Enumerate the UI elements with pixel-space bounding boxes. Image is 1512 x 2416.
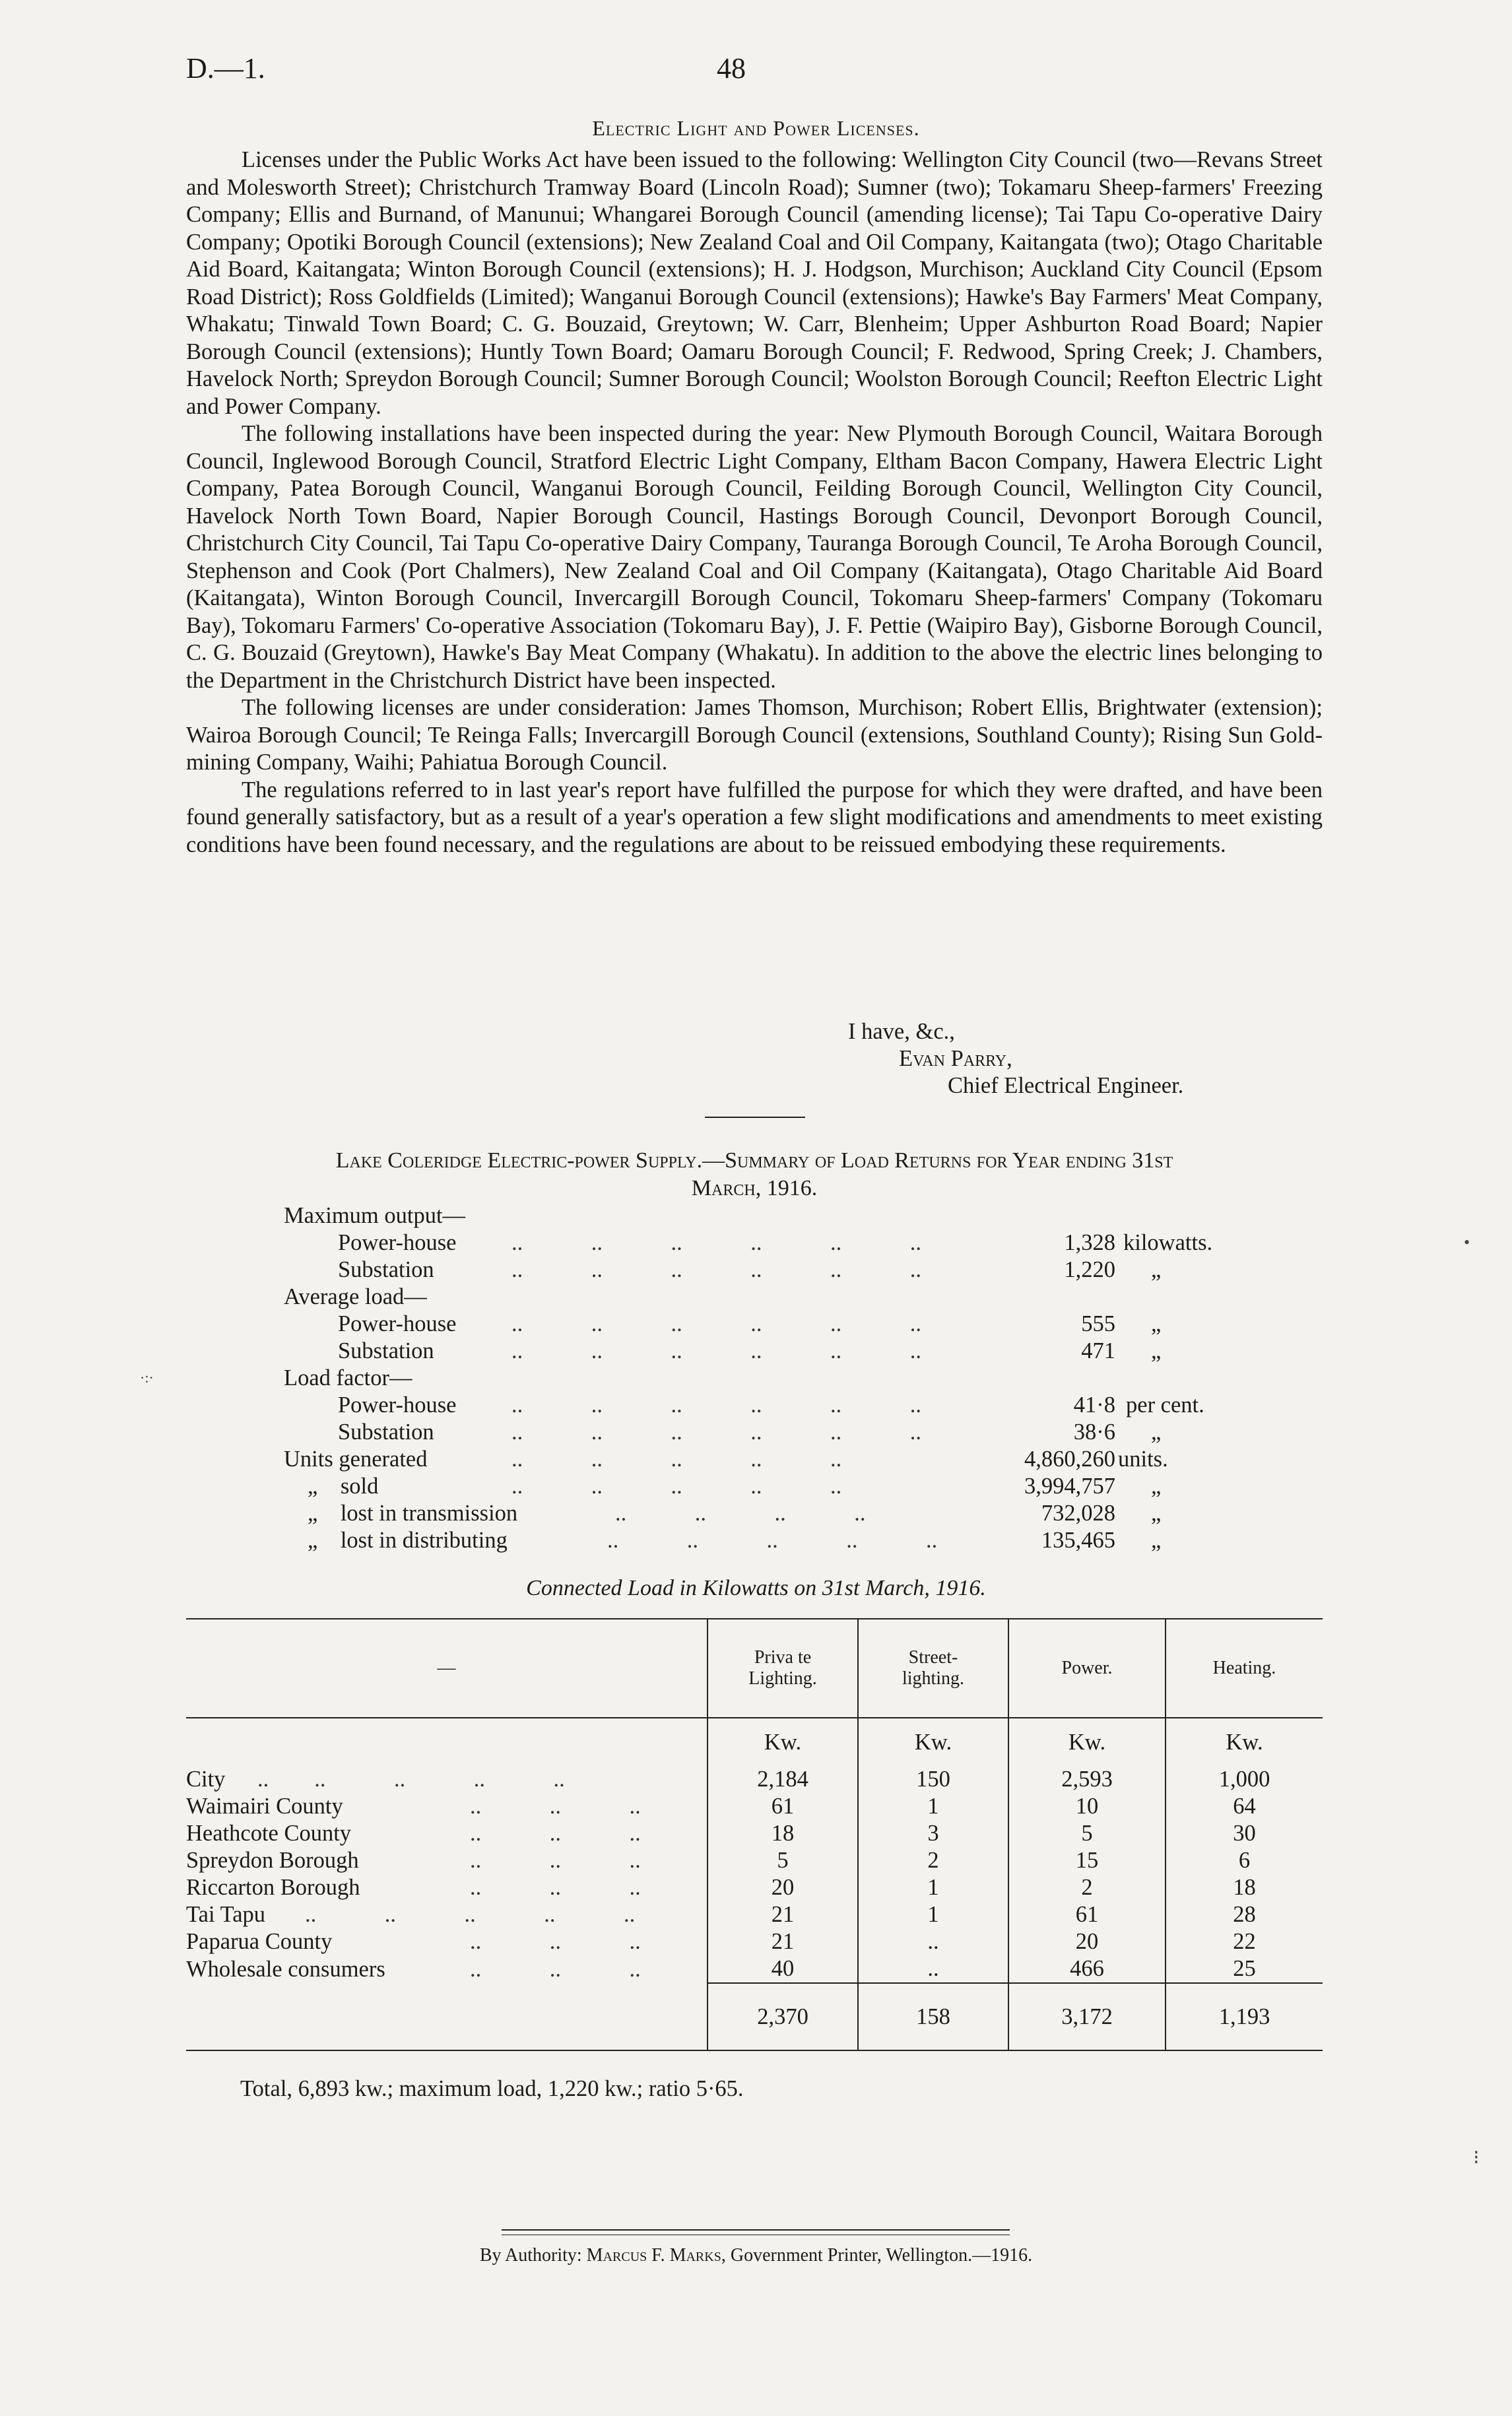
summary-value: 1,328 [1064, 1230, 1115, 1255]
summary-label: „ lost in transmission [308, 1501, 518, 1526]
table-row [186, 1820, 1323, 1847]
summary-unit: „ [1151, 1528, 1162, 1553]
cell-heating: 30 [1166, 1820, 1323, 1847]
summary-value: 3,994,757 [1024, 1474, 1115, 1499]
cell-power: 2,593 [1008, 1766, 1166, 1793]
summary-label: „ sold [308, 1474, 379, 1499]
cell-heating: 64 [1166, 1793, 1323, 1820]
summary-label: Substation [338, 1257, 434, 1282]
cell-street-lighting: 150 [858, 1766, 1008, 1793]
licenses-heading: Electric Light and Power Licenses. [592, 116, 920, 140]
row-name: Waimairi County .. .. .. [186, 1794, 641, 1819]
cell-heating: 1,000 [1166, 1766, 1323, 1793]
total-power: 3,172 [1008, 1983, 1166, 2050]
closing-salutation: I have, &c., [848, 1019, 955, 1044]
column-header-street-lighting: Street- lighting. [858, 1619, 1008, 1718]
scan-speck: ·:· [140, 1369, 154, 1386]
summary-label: „ lost in distributing [308, 1528, 508, 1553]
cell-power: 2 [1008, 1874, 1166, 1901]
summary-value: 471 [1081, 1338, 1115, 1363]
summary-value: 135,465 [1041, 1528, 1115, 1553]
summary-heading-line2: March, 1916. [691, 1176, 818, 1200]
installations-inspected-paragraph: The following installations have been inspected during the year: New Plymouth Borough Council, Waitara Borough Council, Inglewood Borough Council, Stratford Electric Light Company, Eltham Bacon Company, Hawera Electric Light Company, Patea Borough Council, Wanganui Borough Council, Feilding Borough Council, Wellington City Council, Havelock North Town Board, Napier Borough Council, Hastings Borough Council, Devonport Borough Council, Christchurch City Council, Tai Tapu Co-operative Dairy Company, Tauranga Borough Council, Te Aroha Borough Council, Stephenson and Cook (Port Chalmers), New Zealand Coal and Oil Company (Kaitangata), Otago Charitable Aid Board (Kaitangata), Winton Borough Council, Invercargill Borough Council, Tokomaru Sheep-farmers' Company (Tokomaru Bay), Tokomaru Farmers' Co-operative Association (Tokomaru Bay), J. F. Pettie (Waipiro Bay), Gisborne Borough Council, C. G. Bouzaid (Greytown), Hawke's Bay Meat Company (Whakatu). In addition to the above the electric lines belonging to the Department in the Christchurch District have been inspected. [186, 421, 1323, 693]
licenses-under-consideration-paragraph: The following licenses are under consideration: James Thomson, Murchison; Robert Ellis, Brightwater (extension); Wairoa Borough Council; Te Reinga Falls; Invercargill Borough Council (extensions, Southland County); Rising Sun Gold-mining Company, Waihi; Pahiatua Borough Council. [186, 695, 1323, 775]
section-divider [705, 1117, 805, 1118]
unit-label: Kw. [707, 1718, 858, 1766]
cell-private-lighting: 5 [707, 1847, 858, 1874]
total-street-lighting: 158 [858, 1983, 1008, 2050]
summary-unit: „ [1151, 1311, 1162, 1336]
row-name: Spreydon Borough .. .. .. [186, 1848, 641, 1873]
cell-private-lighting: 21 [707, 1928, 858, 1955]
cell-street-lighting: 1 [858, 1793, 1008, 1820]
cell-street-lighting: .. [858, 1955, 1008, 1983]
summary-label: Power-house [338, 1230, 457, 1255]
summary-label: Power-house [338, 1311, 457, 1336]
summary-unit: „ [1151, 1501, 1162, 1526]
cell-private-lighting: 21 [707, 1901, 858, 1928]
imprint-suffix: Government Printer, Wellington.—1916. [730, 2245, 1033, 2266]
table-row [186, 1928, 1323, 1955]
row-name: Riccarton Borough .. .. .. [186, 1875, 641, 1900]
cell-heating: 25 [1166, 1955, 1323, 1983]
load-returns-summary: Maximum output— Power-house .. .. .. .. .. .. 1,328 kilowatts. Substation .. .. .. .. .. .. 1,220 „ Average load— Power-house .. .. .. .. .. .. 555 „ Substation .. .. .. .. .. .. 471 „ Load factor— Power-house .. .. .. .. .. .. 41·8 per cent. Substation .. .. .. .. .. .. 38·6 „ Units generated .. .. .. .. .. 4,860,260 units. „ sold .. .. .. .. .. 3,994,757 „ „ lost in transmission .. .. .. .. 732,028 „ „ lost in distributing .. .. .. .. .. 135,465 „ [0, 1202, 1512, 1559]
table-row [186, 1874, 1323, 1901]
connected-load-table [186, 1618, 1323, 2051]
stub-header: — [186, 1619, 707, 1718]
table-row [186, 1793, 1323, 1820]
summary-label: Power-house [338, 1392, 457, 1418]
imprint-rule-top [502, 2229, 1010, 2231]
cell-power: 15 [1008, 1847, 1166, 1874]
totals-row [186, 1983, 1323, 2050]
total-heating: 1,193 [1166, 1983, 1323, 2050]
licenses-issued-paragraph: Licenses under the Public Works Act have been issued to the following: Wellington City Council (two—Revans Street and Molesworth Street); Christchurch Tramway Board (Lincoln Road); Sumner (two); Tokamaru Sheep-farmers' Freezing Company; Ellis and Burnand, of Manunui; Whangarei Borough Council (amending license); Tai Tapu Co-operative Dairy Company; Opotiki Borough Council (extensions); New Zealand Coal and Oil Company, Kaitangata (two); Otago Charitable Aid Board, Kaitangata; Winton Borough Council (extensions); H. J. Hodgson, Murchison; Auckland City Council (Epsom Road District); Ross Goldfields (Limited); Wanganui Borough Council (extensions); Hawke's Bay Farmers' Meat Company, Whakatu; Tinwald Town Board; C. G. Bouzaid, Greytown; W. Carr, Blenheim; Upper Ashburton Road Board; Napier Borough Council (extensions); Huntly Town Board; Oamaru Borough Council; F. Redwood, Spring Creek; J. Chambers, Havelock North; Spreydon Borough Council; Sumner Borough Council; Woolston Borough Council; Reefton Electric Light and Power Company. [186, 147, 1323, 419]
summary-unit: „ [1151, 1338, 1162, 1363]
cell-street-lighting: 2 [858, 1847, 1008, 1874]
summary-label: Load factor— [284, 1365, 412, 1390]
load-totals-note: Total, 6,893 kw.; maximum load, 1,220 kw.; ratio 5·65. [240, 2076, 744, 2101]
signatory-name: Evan Parry, [899, 1046, 1012, 1071]
summary-heading-line1: Lake Coleridge Electric-power Supply.—Summary of Load Returns for Year ending 31st [335, 1148, 1173, 1173]
cell-power: 20 [1008, 1928, 1166, 1955]
cell-private-lighting: 40 [707, 1955, 858, 1983]
summary-unit: kilowatts. [1123, 1230, 1213, 1255]
table-row [186, 1955, 1323, 1983]
summary-label: Substation [338, 1338, 434, 1363]
row-name: Paparua County .. .. .. [186, 1929, 641, 1954]
summary-value: 1,220 [1064, 1257, 1115, 1282]
cell-heating: 6 [1166, 1847, 1323, 1874]
cell-heating: 22 [1166, 1928, 1323, 1955]
summary-value: 4,860,260 [1024, 1447, 1115, 1472]
summary-unit: „ [1151, 1257, 1162, 1282]
cell-private-lighting: 20 [707, 1874, 858, 1901]
imprint-prefix: By Authority: [479, 2245, 582, 2266]
table-row [186, 1766, 1323, 1793]
summary-value: 38·6 [1073, 1420, 1115, 1445]
cell-private-lighting: 2,184 [707, 1766, 858, 1793]
summary-label: Substation [338, 1420, 434, 1445]
cell-heating: 28 [1166, 1901, 1323, 1928]
summary-heading [186, 1147, 1323, 1202]
table-row [186, 1901, 1323, 1928]
units-row [186, 1718, 1323, 1766]
scan-speck: • [1464, 1233, 1470, 1252]
cell-power: 466 [1008, 1955, 1166, 1983]
row-name: Tai Tapu .. .. .. .. .. [186, 1902, 636, 1927]
scan-speck: ⁝ [1473, 2147, 1480, 2169]
summary-value: 555 [1081, 1311, 1115, 1336]
document-reference: D.—1. [186, 52, 265, 84]
cell-street-lighting: 1 [858, 1901, 1008, 1928]
summary-unit: per cent. [1126, 1392, 1204, 1418]
column-header-power: Power. [1008, 1619, 1166, 1718]
cell-power: 5 [1008, 1820, 1166, 1847]
cell-private-lighting: 61 [707, 1793, 858, 1820]
summary-label: Average load— [284, 1284, 427, 1309]
regulations-paragraph: The regulations referred to in last year's report have fulfilled the purpose for which they were drafted, and have been found generally satisfactory, but as a result of a year's operation a few slight modifications and amendments to meet existing conditions have been found necessary, and the regulations are about to be reissued embodying these requirements. [186, 777, 1323, 857]
cell-street-lighting: .. [858, 1928, 1008, 1955]
printer-name: Marcus F. Marks, [586, 2245, 726, 2266]
cell-power: 10 [1008, 1793, 1166, 1820]
summary-unit: units. [1118, 1447, 1168, 1472]
row-name: Wholesale consumers .. .. .. [186, 1956, 641, 1982]
column-header-private-lighting: Priva te Lighting. [707, 1619, 858, 1718]
summary-value: 41·8 [1073, 1392, 1115, 1418]
cell-private-lighting: 18 [707, 1820, 858, 1847]
connected-load-caption: Connected Load in Kilowatts on 31st March, 1916. [526, 1576, 986, 1600]
unit-label: Kw. [858, 1718, 1008, 1766]
total-private-lighting: 2,370 [707, 1983, 858, 2050]
unit-label: Kw. [1008, 1718, 1166, 1766]
table-row [186, 1847, 1323, 1874]
cell-street-lighting: 1 [858, 1874, 1008, 1901]
page-number: 48 [717, 52, 746, 84]
summary-label: Units generated [284, 1447, 428, 1472]
row-name: City .. .. .. .. .. [186, 1767, 565, 1792]
column-header-heating: Heating. [1166, 1619, 1323, 1718]
row-name: Heathcote County .. .. .. [186, 1821, 641, 1846]
signatory-title: Chief Electrical Engineer. [948, 1073, 1184, 1098]
printer-imprint [0, 2245, 1512, 2266]
licenses-body [186, 147, 1323, 859]
cell-power: 61 [1008, 1901, 1166, 1928]
summary-label: Maximum output— [284, 1203, 466, 1228]
table-header-row [186, 1619, 1323, 1718]
summary-unit: „ [1151, 1474, 1162, 1499]
cell-street-lighting: 3 [858, 1820, 1008, 1847]
summary-value: 732,028 [1041, 1501, 1115, 1526]
cell-heating: 18 [1166, 1874, 1323, 1901]
summary-unit: „ [1151, 1420, 1162, 1445]
unit-label: Kw. [1166, 1718, 1323, 1766]
